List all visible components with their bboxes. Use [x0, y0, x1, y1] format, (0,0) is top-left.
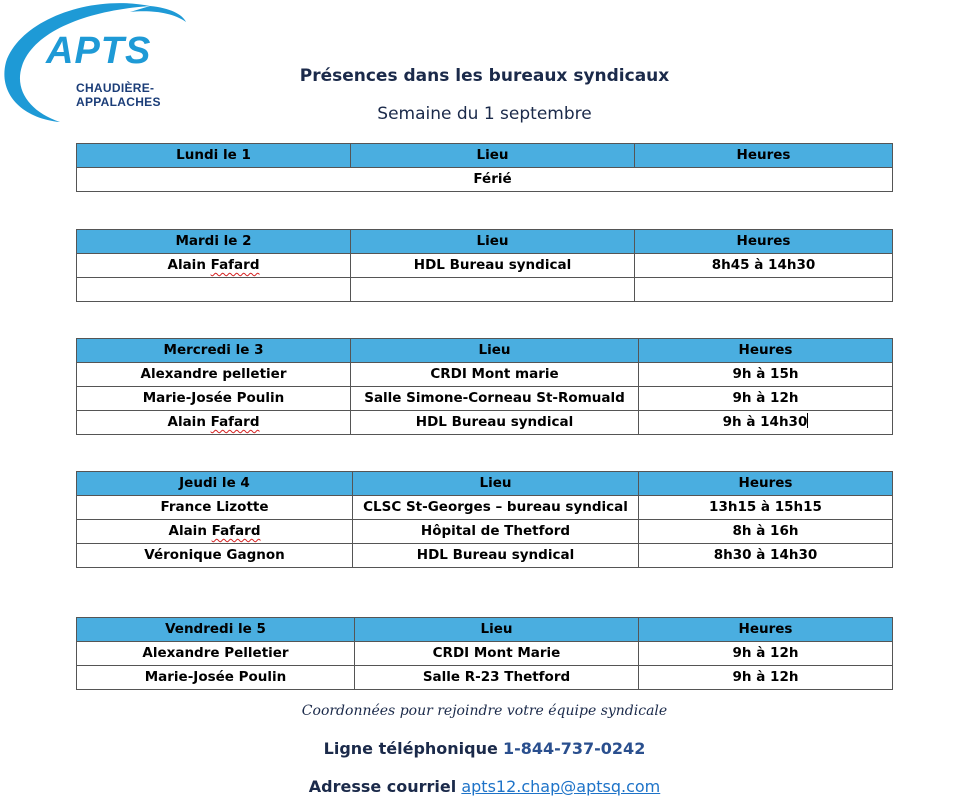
last-name: Fafard	[211, 523, 261, 539]
name-cell: Alexandre pelletier	[77, 363, 351, 387]
place-cell: Salle R-23 Thetford	[355, 666, 639, 690]
email-link[interactable]: apts12.chap@aptsq.com	[461, 777, 661, 796]
place-cell: HDL Bureau syndical	[351, 411, 639, 435]
hours-cell: 13h15 à 15h15	[639, 496, 893, 520]
table-row	[77, 642, 893, 666]
place-cell: CRDI Mont marie	[351, 363, 639, 387]
page-subtitle: Semaine du 1 septembre	[377, 104, 592, 124]
hours-cell: 9h à 12h	[639, 642, 893, 666]
table-row	[77, 363, 893, 387]
hours-cell	[635, 168, 893, 192]
heures-header: Heures	[639, 618, 893, 642]
place-cell	[351, 278, 635, 302]
hours-cell: 9h à 12h	[639, 666, 893, 690]
hours-cell[interactable]	[639, 411, 893, 435]
table-row	[77, 387, 893, 411]
lieu-header: Lieu	[351, 144, 635, 168]
name-cell: Véronique Gagnon	[77, 544, 353, 568]
name-cell: Marie-Josée Poulin	[77, 666, 355, 690]
lieu-header: Lieu	[351, 230, 635, 254]
name-cell	[77, 411, 351, 435]
heures-header: Heures	[635, 144, 893, 168]
hours-cell	[635, 278, 893, 302]
name-cell: Alexandre Pelletier	[77, 642, 355, 666]
schedule-table-thursday	[76, 471, 893, 568]
schedule-table-friday	[76, 617, 893, 690]
heures-header: Heures	[635, 230, 893, 254]
name-cell	[77, 168, 351, 192]
last-name: Fafard	[210, 257, 260, 273]
table-row	[77, 544, 893, 568]
logo-wordmark: APTS	[46, 30, 152, 72]
place-cell: HDL Bureau syndical	[351, 254, 635, 278]
schedule-table-wednesday	[76, 338, 893, 435]
phone-number[interactable]: 1-844-737-0242	[502, 739, 646, 758]
day-header: Mardi le 2	[77, 230, 351, 254]
page-title: Présences dans les bureaux syndicaux	[299, 66, 670, 86]
schedule-table-tuesday	[76, 229, 893, 302]
lieu-header: Lieu	[353, 472, 639, 496]
heures-header: Heures	[639, 472, 893, 496]
table-header-row	[77, 618, 893, 642]
hours-cell: 8h45 à 14h30	[635, 254, 893, 278]
table-row	[77, 666, 893, 690]
text-cursor	[807, 413, 808, 428]
email-line	[0, 777, 969, 796]
hours-value: 9h à 14h30	[722, 414, 808, 430]
table-header-row	[77, 339, 893, 363]
place-cell: Salle Simone-Corneau St-Romuald	[351, 387, 639, 411]
schedule-table-monday	[76, 143, 893, 192]
name-cell: France Lizotte	[77, 496, 353, 520]
place-cell: HDL Bureau syndical	[353, 544, 639, 568]
lieu-header: Lieu	[351, 339, 639, 363]
table-header-row	[77, 144, 893, 168]
day-header: Mercredi le 3	[77, 339, 351, 363]
table-header-row	[77, 230, 893, 254]
hours-cell: 8h30 à 14h30	[639, 544, 893, 568]
place-cell: Férié	[351, 168, 635, 192]
name-cell: Marie-Josée Poulin	[77, 387, 351, 411]
place-cell: Hôpital de Thetford	[353, 520, 639, 544]
phone-line	[0, 739, 969, 758]
table-row	[77, 254, 893, 278]
heures-header: Heures	[639, 339, 893, 363]
hours-cell: 9h à 15h	[639, 363, 893, 387]
logo-region: CHAUDIÈRE-APPALACHES	[76, 81, 161, 109]
first-name: Alain	[167, 257, 206, 273]
day-header: Lundi le 1	[77, 144, 351, 168]
contact-intro: Coordonnées pour rejoindre votre équipe syndicale	[301, 703, 668, 719]
day-header: Jeudi le 4	[77, 472, 353, 496]
hours-cell: 8h à 16h	[639, 520, 893, 544]
table-row	[77, 411, 893, 435]
email-label: Adresse courriel	[308, 777, 457, 796]
lieu-header: Lieu	[355, 618, 639, 642]
table-row	[77, 520, 893, 544]
first-name: Alain	[168, 523, 207, 539]
day-header: Vendredi le 5	[77, 618, 355, 642]
place-cell: CLSC St-Georges – bureau syndical	[353, 496, 639, 520]
name-cell	[77, 254, 351, 278]
hours-cell: 9h à 12h	[639, 387, 893, 411]
table-row	[77, 278, 893, 302]
last-name: Fafard	[210, 414, 260, 430]
place-cell: CRDI Mont Marie	[355, 642, 639, 666]
table-header-row	[77, 472, 893, 496]
table-row	[77, 168, 893, 192]
name-cell	[77, 278, 351, 302]
first-name: Alain	[167, 414, 206, 430]
phone-label: Ligne téléphonique	[323, 739, 498, 758]
table-row	[77, 496, 893, 520]
name-cell	[77, 520, 353, 544]
